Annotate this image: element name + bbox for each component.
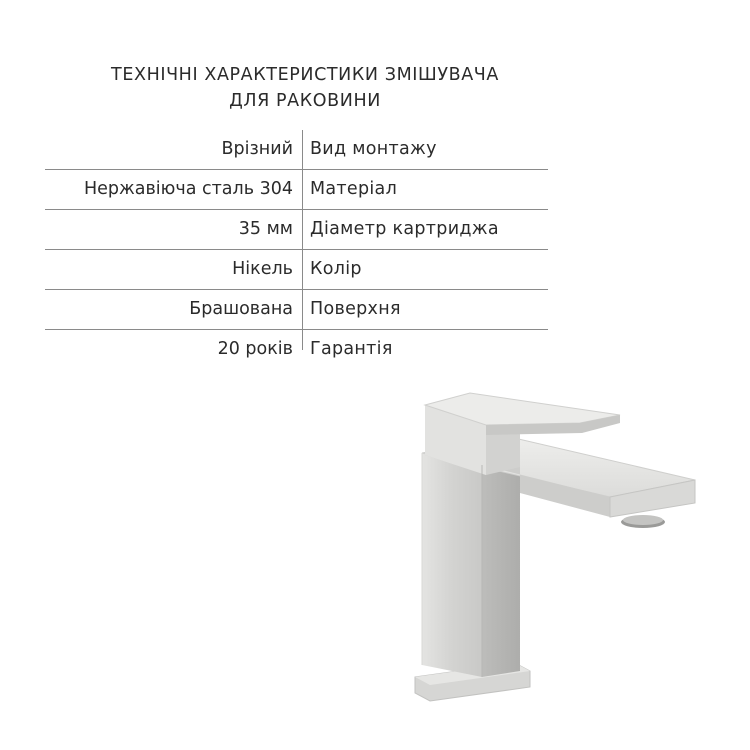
title-line-1: ТЕХНІЧНІ ХАРАКТЕРИСТИКИ ЗМІШУВАЧА: [111, 65, 499, 85]
spec-value: 35 мм: [238, 219, 293, 239]
basin-faucet-image: [400, 375, 710, 715]
specs-table: [45, 130, 548, 369]
table-row: [45, 290, 548, 330]
spec-label: Матеріал: [310, 179, 398, 199]
spec-label: Поверхня: [310, 299, 401, 319]
table-row: [45, 330, 548, 369]
spec-value: Врізний: [221, 139, 293, 159]
table-row: [45, 170, 548, 210]
spec-label: Колір: [310, 259, 362, 279]
table-row: [45, 210, 548, 250]
spec-value: Нікель: [232, 259, 293, 279]
spec-label: Гарантія: [310, 339, 393, 359]
table-row: [45, 130, 548, 170]
table-row: [45, 250, 548, 290]
title-line-2: ДЛЯ РАКОВИНИ: [229, 91, 381, 111]
spec-label: Діаметр картриджа: [310, 219, 499, 239]
page-title: [0, 62, 610, 114]
spec-value: Брашована: [189, 299, 293, 319]
spec-label: Вид монтажу: [310, 139, 437, 159]
spec-value: Нержавіюча сталь 304: [83, 179, 293, 199]
spec-value: 20 років: [217, 339, 293, 359]
